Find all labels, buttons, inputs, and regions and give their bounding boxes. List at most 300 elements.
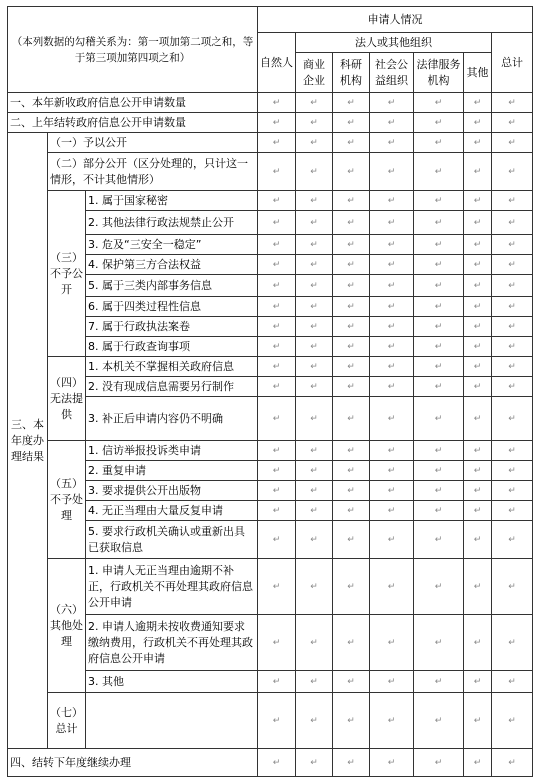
- data-cell: [258, 211, 296, 235]
- data-cell: [333, 235, 370, 255]
- data-cell: [414, 153, 464, 191]
- paragraph-mark-icon: ↵: [434, 302, 443, 312]
- data-cell: [492, 397, 533, 441]
- data-cell: [333, 255, 370, 275]
- data-cell: [333, 397, 370, 441]
- paragraph-mark-icon: ↵: [434, 240, 443, 250]
- paragraph-mark-icon: ↵: [387, 118, 396, 128]
- paragraph-mark-icon: ↵: [387, 677, 396, 687]
- data-cell: [258, 153, 296, 191]
- paragraph-mark-icon: ↵: [310, 535, 318, 545]
- data-cell: [258, 501, 296, 521]
- paragraph-mark-icon: ↵: [310, 582, 318, 592]
- data-cell: [296, 559, 333, 615]
- data-cell: [333, 317, 370, 337]
- paragraph-mark-icon: ↵: [508, 466, 516, 476]
- paragraph-mark-icon: ↵: [347, 382, 355, 392]
- data-cell: [370, 153, 414, 191]
- data-cell: [296, 113, 333, 133]
- data-cell: [370, 461, 414, 481]
- data-cell: [333, 93, 370, 113]
- data-cell: [370, 275, 414, 297]
- subtotal-blank: [86, 693, 258, 749]
- data-cell: [464, 377, 492, 397]
- paragraph-mark-icon: ↵: [434, 446, 443, 456]
- paragraph-mark-icon: ↵: [347, 582, 355, 592]
- paragraph-mark-icon: ↵: [508, 446, 516, 456]
- table-row: [8, 357, 533, 377]
- data-cell: [414, 377, 464, 397]
- data-cell: [296, 501, 333, 521]
- header-other: 其他: [464, 53, 492, 93]
- not-disclosed-item-label: 5. 属于三类内部事务信息: [86, 275, 258, 297]
- row-label-next-year: 四、结转下年度继续办理: [8, 749, 258, 777]
- data-cell: [370, 559, 414, 615]
- paragraph-mark-icon: ↵: [473, 138, 482, 148]
- paragraph-mark-icon: ↵: [347, 506, 355, 516]
- paragraph-mark-icon: ↵: [272, 342, 281, 352]
- data-cell: [370, 337, 414, 357]
- paragraph-mark-icon: ↵: [310, 414, 318, 424]
- paragraph-mark-icon: ↵: [387, 260, 396, 270]
- paragraph-mark-icon: ↵: [272, 362, 281, 372]
- table-row: [8, 317, 533, 337]
- data-cell: [414, 255, 464, 275]
- data-cell: [464, 211, 492, 235]
- row-label-subtotal: （七）总计: [48, 693, 86, 749]
- paragraph-mark-icon: ↵: [387, 414, 396, 424]
- paragraph-mark-icon: ↵: [272, 302, 281, 312]
- paragraph-mark-icon: ↵: [310, 218, 318, 228]
- data-cell: [333, 275, 370, 297]
- data-cell: [492, 113, 533, 133]
- row-label-new: 一、本年新收政府信息公开申请数量: [8, 93, 258, 113]
- paragraph-mark-icon: ↵: [508, 118, 516, 128]
- data-cell: [464, 397, 492, 441]
- paragraph-mark-icon: ↵: [434, 196, 443, 206]
- header-total: 总计: [492, 33, 533, 93]
- data-cell: [333, 521, 370, 559]
- paragraph-mark-icon: ↵: [387, 196, 396, 206]
- data-cell: [464, 275, 492, 297]
- data-cell: [492, 255, 533, 275]
- data-cell: [258, 693, 296, 749]
- paragraph-mark-icon: ↵: [434, 382, 443, 392]
- paragraph-mark-icon: ↵: [434, 758, 443, 768]
- paragraph-mark-icon: ↵: [272, 382, 281, 392]
- paragraph-mark-icon: ↵: [347, 167, 355, 177]
- paragraph-mark-icon: ↵: [434, 118, 443, 128]
- paragraph-mark-icon: ↵: [310, 716, 318, 726]
- paragraph-mark-icon: ↵: [272, 638, 281, 648]
- paragraph-mark-icon: ↵: [272, 281, 281, 291]
- data-cell: [258, 377, 296, 397]
- paragraph-mark-icon: ↵: [310, 322, 318, 332]
- data-cell: [370, 297, 414, 317]
- data-cell: [258, 133, 296, 153]
- paragraph-mark-icon: ↵: [272, 218, 281, 228]
- data-cell: [492, 671, 533, 693]
- data-cell: [492, 317, 533, 337]
- paragraph-mark-icon: ↵: [310, 196, 318, 206]
- paragraph-mark-icon: ↵: [473, 535, 482, 545]
- paragraph-mark-icon: ↵: [310, 302, 318, 312]
- data-cell: [333, 113, 370, 133]
- paragraph-mark-icon: ↵: [387, 240, 396, 250]
- paragraph-mark-icon: ↵: [347, 196, 355, 206]
- paragraph-mark-icon: ↵: [473, 218, 482, 228]
- paragraph-mark-icon: ↵: [347, 446, 355, 456]
- data-cell: [492, 337, 533, 357]
- paragraph-mark-icon: ↵: [434, 677, 443, 687]
- paragraph-mark-icon: ↵: [387, 362, 396, 372]
- header-natural-person: 自然人: [258, 33, 296, 93]
- paragraph-mark-icon: ↵: [473, 240, 482, 250]
- other-processing-group-label: （六）其他处理: [48, 559, 86, 693]
- paragraph-mark-icon: ↵: [508, 486, 516, 496]
- paragraph-mark-icon: ↵: [473, 196, 482, 206]
- paragraph-mark-icon: ↵: [272, 758, 281, 768]
- paragraph-mark-icon: ↵: [310, 98, 318, 108]
- paragraph-mark-icon: ↵: [387, 98, 396, 108]
- paragraph-mark-icon: ↵: [310, 118, 318, 128]
- data-cell: [492, 357, 533, 377]
- data-cell: [464, 441, 492, 461]
- data-cell: [333, 211, 370, 235]
- data-cell: [258, 113, 296, 133]
- paragraph-mark-icon: ↵: [508, 98, 516, 108]
- not-processed-item-label: 2. 重复申请: [86, 461, 258, 481]
- paragraph-mark-icon: ↵: [272, 582, 281, 592]
- data-cell: [492, 441, 533, 461]
- data-cell: [464, 481, 492, 501]
- data-cell: [492, 749, 533, 777]
- data-cell: [464, 133, 492, 153]
- data-cell: [414, 337, 464, 357]
- paragraph-mark-icon: ↵: [473, 638, 482, 648]
- data-cell: [258, 397, 296, 441]
- data-cell: [464, 615, 492, 671]
- not-disclosed-item-label: 1. 属于国家秘密: [86, 191, 258, 211]
- paragraph-mark-icon: ↵: [387, 716, 396, 726]
- data-cell: [492, 521, 533, 559]
- paragraph-mark-icon: ↵: [473, 260, 482, 270]
- data-cell: [333, 693, 370, 749]
- data-cell: [370, 397, 414, 441]
- data-cell: [258, 317, 296, 337]
- paragraph-mark-icon: ↵: [508, 535, 516, 545]
- data-cell: [333, 615, 370, 671]
- paragraph-mark-icon: ↵: [508, 362, 516, 372]
- data-cell: [414, 441, 464, 461]
- data-cell: [296, 441, 333, 461]
- paragraph-mark-icon: ↵: [434, 506, 443, 516]
- data-cell: [333, 461, 370, 481]
- paragraph-mark-icon: ↵: [434, 486, 443, 496]
- data-cell: [492, 377, 533, 397]
- data-cell: [414, 671, 464, 693]
- data-cell: [464, 153, 492, 191]
- data-cell: [296, 397, 333, 441]
- data-cell: [370, 481, 414, 501]
- data-cell: [370, 191, 414, 211]
- data-cell: [492, 153, 533, 191]
- paragraph-mark-icon: ↵: [508, 638, 516, 648]
- paragraph-mark-icon: ↵: [473, 322, 482, 332]
- paragraph-mark-icon: ↵: [387, 322, 396, 332]
- data-cell: [464, 297, 492, 317]
- data-cell: [370, 693, 414, 749]
- data-cell: [370, 671, 414, 693]
- data-cell: [333, 441, 370, 461]
- data-cell: [333, 671, 370, 693]
- data-cell: [414, 93, 464, 113]
- paragraph-mark-icon: ↵: [508, 382, 516, 392]
- row-label-carryover: 二、上年结转政府信息公开申请数量: [8, 113, 258, 133]
- paragraph-mark-icon: ↵: [434, 582, 443, 592]
- paragraph-mark-icon: ↵: [347, 118, 355, 128]
- table-row: [8, 153, 533, 191]
- data-cell: [464, 191, 492, 211]
- paragraph-mark-icon: ↵: [387, 167, 396, 177]
- table-row: [8, 191, 533, 211]
- data-cell: [333, 749, 370, 777]
- paragraph-mark-icon: ↵: [387, 758, 396, 768]
- data-cell: [333, 357, 370, 377]
- data-cell: [464, 749, 492, 777]
- data-cell: [258, 521, 296, 559]
- table-row: [8, 521, 533, 559]
- unable-provide-item-label: 2. 没有现成信息需要另行制作: [86, 377, 258, 397]
- paragraph-mark-icon: ↵: [387, 382, 396, 392]
- data-cell: [492, 481, 533, 501]
- paragraph-mark-icon: ↵: [434, 466, 443, 476]
- paragraph-mark-icon: ↵: [272, 240, 281, 250]
- header-commercial: 商业企业: [296, 53, 333, 93]
- paragraph-mark-icon: ↵: [272, 506, 281, 516]
- paragraph-mark-icon: ↵: [387, 466, 396, 476]
- paragraph-mark-icon: ↵: [473, 167, 482, 177]
- data-cell: [370, 377, 414, 397]
- header-applicant: 申请人情况: [258, 7, 533, 33]
- paragraph-mark-icon: ↵: [387, 486, 396, 496]
- data-cell: [370, 441, 414, 461]
- paragraph-mark-icon: ↵: [310, 281, 318, 291]
- paragraph-mark-icon: ↵: [387, 281, 396, 291]
- data-cell: [258, 255, 296, 275]
- paragraph-mark-icon: ↵: [473, 677, 482, 687]
- data-cell: [296, 235, 333, 255]
- data-cell: [370, 521, 414, 559]
- paragraph-mark-icon: ↵: [473, 446, 482, 456]
- data-cell: [296, 671, 333, 693]
- paragraph-mark-icon: ↵: [272, 486, 281, 496]
- data-cell: [492, 559, 533, 615]
- data-cell: [333, 297, 370, 317]
- paragraph-mark-icon: ↵: [473, 342, 482, 352]
- table-row: [8, 481, 533, 501]
- paragraph-mark-icon: ↵: [347, 322, 355, 332]
- paragraph-mark-icon: ↵: [387, 218, 396, 228]
- row-label-partial: （二）部分公开（区分处理的，只计这一情形，不计其他情形）: [48, 153, 258, 191]
- paragraph-mark-icon: ↵: [272, 138, 281, 148]
- table-row: [8, 337, 533, 357]
- other-processing-item-label: 2. 申请人逾期未按收费通知要求缴纳费用，行政机关不再处理其政府信息公开申请: [86, 615, 258, 671]
- paragraph-mark-icon: ↵: [310, 362, 318, 372]
- paragraph-mark-icon: ↵: [508, 582, 516, 592]
- section-three-label: 三、本年度办理结果: [8, 133, 48, 749]
- table-row: [8, 235, 533, 255]
- data-cell: [296, 357, 333, 377]
- paragraph-mark-icon: ↵: [272, 322, 281, 332]
- not-disclosed-item-label: 4. 保护第三方合法权益: [86, 255, 258, 275]
- table-row: [8, 615, 533, 671]
- paragraph-mark-icon: ↵: [272, 260, 281, 270]
- paragraph-mark-icon: ↵: [272, 677, 281, 687]
- paragraph-mark-icon: ↵: [473, 414, 482, 424]
- data-cell: [333, 133, 370, 153]
- data-cell: [258, 461, 296, 481]
- paragraph-mark-icon: ↵: [473, 466, 482, 476]
- table-row: [8, 461, 533, 481]
- data-cell: [370, 501, 414, 521]
- data-cell: [296, 133, 333, 153]
- paragraph-mark-icon: ↵: [508, 342, 516, 352]
- data-cell: [258, 559, 296, 615]
- paragraph-mark-icon: ↵: [347, 758, 355, 768]
- not-processed-item-label: 1. 信访举报投诉类申请: [86, 441, 258, 461]
- data-cell: [296, 275, 333, 297]
- data-cell: [296, 317, 333, 337]
- paragraph-mark-icon: ↵: [508, 677, 516, 687]
- data-cell: [414, 615, 464, 671]
- data-cell: [414, 461, 464, 481]
- paragraph-mark-icon: ↵: [347, 218, 355, 228]
- data-cell: [370, 133, 414, 153]
- paragraph-mark-icon: ↵: [508, 218, 516, 228]
- paragraph-mark-icon: ↵: [508, 322, 516, 332]
- table-row: [8, 501, 533, 521]
- table-row: [8, 693, 533, 749]
- data-cell: [370, 211, 414, 235]
- paragraph-mark-icon: ↵: [508, 138, 516, 148]
- paragraph-mark-icon: ↵: [347, 677, 355, 687]
- paragraph-mark-icon: ↵: [310, 486, 318, 496]
- paragraph-mark-icon: ↵: [473, 716, 482, 726]
- data-cell: [464, 235, 492, 255]
- data-cell: [414, 749, 464, 777]
- table-row: [8, 7, 533, 33]
- data-cell: [258, 191, 296, 211]
- paragraph-mark-icon: ↵: [272, 98, 281, 108]
- table-row: [8, 559, 533, 615]
- paragraph-mark-icon: ↵: [473, 362, 482, 372]
- paragraph-mark-icon: ↵: [508, 716, 516, 726]
- header-note: （本列数据的勾稽关系为：第一项加第二项之和，等于第三项加第四项之和）: [8, 7, 258, 93]
- data-cell: [464, 521, 492, 559]
- data-cell: [414, 317, 464, 337]
- paragraph-mark-icon: ↵: [347, 638, 355, 648]
- paragraph-mark-icon: ↵: [347, 98, 355, 108]
- data-cell: [258, 749, 296, 777]
- paragraph-mark-icon: ↵: [387, 638, 396, 648]
- paragraph-mark-icon: ↵: [347, 535, 355, 545]
- data-cell: [464, 501, 492, 521]
- paragraph-mark-icon: ↵: [508, 506, 516, 516]
- data-cell: [258, 615, 296, 671]
- data-cell: [464, 357, 492, 377]
- data-cell: [296, 93, 333, 113]
- data-cell: [296, 191, 333, 211]
- table-row: [8, 133, 533, 153]
- paragraph-mark-icon: ↵: [272, 414, 281, 424]
- data-cell: [333, 153, 370, 191]
- paragraph-mark-icon: ↵: [347, 414, 355, 424]
- data-cell: [464, 113, 492, 133]
- paragraph-mark-icon: ↵: [387, 535, 396, 545]
- data-cell: [296, 481, 333, 501]
- paragraph-mark-icon: ↵: [387, 582, 396, 592]
- paragraph-mark-icon: ↵: [347, 260, 355, 270]
- paragraph-mark-icon: ↵: [310, 138, 318, 148]
- unable-provide-item-label: 1. 本机关不掌握相关政府信息: [86, 357, 258, 377]
- paragraph-mark-icon: ↵: [387, 302, 396, 312]
- paragraph-mark-icon: ↵: [347, 342, 355, 352]
- paragraph-mark-icon: ↵: [508, 302, 516, 312]
- data-cell: [333, 337, 370, 357]
- data-cell: [414, 297, 464, 317]
- not-disclosed-item-label: 6. 属于四类过程性信息: [86, 297, 258, 317]
- paragraph-mark-icon: ↵: [434, 716, 443, 726]
- paragraph-mark-icon: ↵: [473, 758, 482, 768]
- paragraph-mark-icon: ↵: [434, 260, 443, 270]
- paragraph-mark-icon: ↵: [508, 196, 516, 206]
- data-cell: [464, 693, 492, 749]
- paragraph-mark-icon: ↵: [434, 98, 443, 108]
- data-cell: [296, 693, 333, 749]
- paragraph-mark-icon: ↵: [387, 342, 396, 352]
- not-processed-item-label: 4. 无正当理由大量反复申请: [86, 501, 258, 521]
- paragraph-mark-icon: ↵: [347, 138, 355, 148]
- data-cell: [296, 337, 333, 357]
- data-cell: [414, 133, 464, 153]
- data-cell: [464, 461, 492, 481]
- table-row: [8, 441, 533, 461]
- data-cell: [296, 749, 333, 777]
- data-cell: [492, 297, 533, 317]
- paragraph-mark-icon: ↵: [310, 677, 318, 687]
- not-processed-item-label: 3. 要求提供公开出版物: [86, 481, 258, 501]
- data-cell: [296, 521, 333, 559]
- table-row: [8, 275, 533, 297]
- data-cell: [414, 481, 464, 501]
- paragraph-mark-icon: ↵: [434, 322, 443, 332]
- data-cell: [492, 461, 533, 481]
- data-cell: [492, 693, 533, 749]
- paragraph-mark-icon: ↵: [347, 466, 355, 476]
- paragraph-mark-icon: ↵: [347, 362, 355, 372]
- unable-provide-item-label: 3. 补正后申请内容仍不明确: [86, 397, 258, 441]
- data-cell: [370, 357, 414, 377]
- paragraph-mark-icon: ↵: [310, 446, 318, 456]
- data-cell: [492, 501, 533, 521]
- table-row: [8, 671, 533, 693]
- paragraph-mark-icon: ↵: [347, 281, 355, 291]
- paragraph-mark-icon: ↵: [473, 281, 482, 291]
- data-cell: [464, 337, 492, 357]
- paragraph-mark-icon: ↵: [434, 414, 443, 424]
- data-cell: [258, 337, 296, 357]
